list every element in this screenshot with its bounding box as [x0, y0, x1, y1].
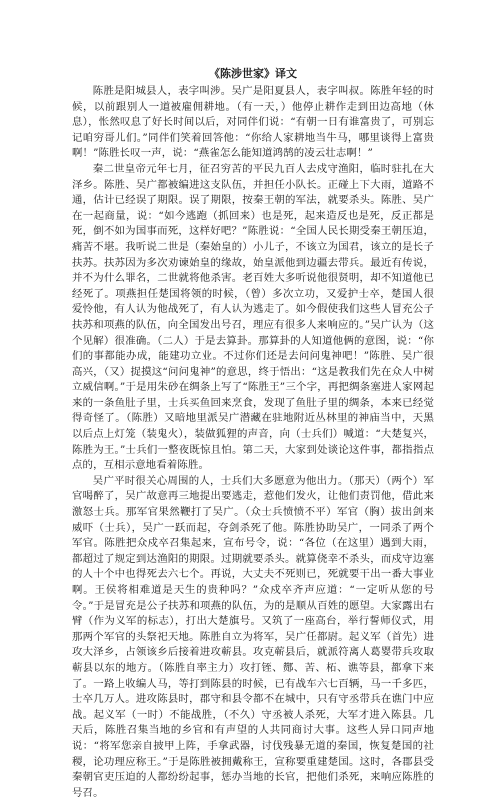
paragraph-2: 秦二世皇帝元年七月，征召穷苦的平民九百人去戍守渔阳，临时驻扎在大泽乡。陈胜、吴广都被编进这支队伍，并担任小队长。正碰上下大雨，道路不通，估计已经误了期限。误了期限，按秦王朝的军法，就要杀头。陈胜、吴广在一起商量，说：“如今逃跑（抓回来）也是死，起来造反也是死，反正都是死，倒不如为国事而死，这样好吧？”陈胜说：“全国人民长期受秦王朝压迫，痛苦不堪。我听说二世是（秦始皇的）小儿子，不该立为国君，该立的是长子扶苏。扶苏因为多次劝谏始皇的缘故，始皇派他到边疆去带兵。最近有传说，并不为什么罪名，二世就将他杀害。老百姓大多听说他很贤明，却不知道他已经死了。项燕担任楚国将领的时候，（曾）多次立功，又爱护士卒，楚国人很爱怜他，有人认为他战死了，有人认为逃走了。如今假使我们这些人冒充公子扶苏和项燕的队伍，向全国发出号召，理应有很多人来响应的。”吴广认为（这个见解）很准确。（二人）于是去算卦。那算卦的人知道他俩的意图，说：“你们的事都能办成，能建功立业。不过你们还是去问问鬼神吧！”陈胜、吴广很高兴，（又）捉摸这“问问鬼神”的意思，终于悟出：“这是教我们先在众人中树立威信啊。”于是用朱砂在绸条上写了“陈胜王”三个字，再把绸条塞进人家网起来的一条鱼肚子里，士兵买鱼回来烹食，发现了鱼肚子里的绸条，本来已经觉得奇怪了。（陈胜）又暗地里派吴广潜藏在驻地附近丛林里的神庙当中，天黑以后点上灯笼（装鬼火），装做狐狸的声音，向（士兵们）喊道：“大楚复兴，陈胜为王。”士兵们一整夜既惊且怕。第二天，大家到处谈论这件事，都指指点点的，互相示意地看着陈胜。	[72, 162, 434, 472]
document-title: 《陈涉世家》译文	[209, 67, 297, 80]
paragraph-3: 吴广平时很关心周围的人，士兵们大多愿意为他出力。（那天）（两个）军官喝醉了，吴广故意再三地提出要逃走，惹他们发火，让他们责罚他，借此来激怒士兵。那军官果然鞭打了吴广。（众士兵愤愤不平）军官（胸）拔出剑来威吓（士兵），吴广一跃而起，夺剑杀死了他。陈胜协助吴广，一同杀了两个军官。陈胜把众戍卒召集起来，宣布号令，说：“各位（在这里）遇到大雨，都超过了规定到达渔阳的期限。过期就要杀头。就算侥幸不杀头，而戍守边塞的人十个中也得死去六七个。再说，大丈夫不死则已，死就要干出一番大事业啊。王侯将相难道是天生的贵种吗？”众戍卒齐声应道：“一定听从您的号令。”于是冒充是公子扶苏和项燕的队伍，为的是顺从百姓的愿望。大家露出右臂（作为义军的标志），打出大楚旗号。又筑了一座高台，举行誓师仪式，用那两个军官的头祭祀天地。陈胜自立为将军，吴广任都尉。起义军（首先）进攻大泽乡，占领该乡后接着进攻蕲县。攻克蕲县后，就派符离人葛婴带兵攻取蕲县以东的地方。（陈胜自率主力）攻打铚、酂、苦、柘、谯等县，都拿下来了。一路上收编人马，等打到陈县的时候，已有战车六七百辆，马一千多匹，士卒几万人。进攻陈县时，郡守和县令都不在城中，只有守丞带兵在谯门中应战。起义军（一时）不能战胜，（不久）守丞被人杀死，大军才进入陈县。几天后，陈胜召集当地的乡官和有声望的人共同商讨大事。这些人异口同声地说：“将军您亲自披甲上阵，手拿武器，讨伐残暴无道的秦国，恢复楚国的社稷，论功理应称王。”于是陈胜被拥戴称王，宣称要重建楚国。这时，各郡县受秦朝官吏压迫的人都纷纷起事，惩办当地的长官，把他们杀死，来响应陈胜的号召。	[72, 474, 434, 799]
paragraph-1: 陈胜是阳城县人，表字叫涉。吴广是阳夏县人，表字叫叔。陈胜年轻的时候，以前跟别人一道被雇佣耕地。（有一天，）他停止耕作走到田边高地（休息），怅然叹息了好长时间以后，对同伴们说：“有朝一日有谁富贵了，可别忘记咱穷哥儿们。”同伴们笑着回答他：“你给人家耕地当牛马，哪里谈得上富贵啊！”陈胜长叹一声，说：“燕雀怎么能知道鸿鹄的凌云壮志啊！”	[72, 85, 434, 160]
